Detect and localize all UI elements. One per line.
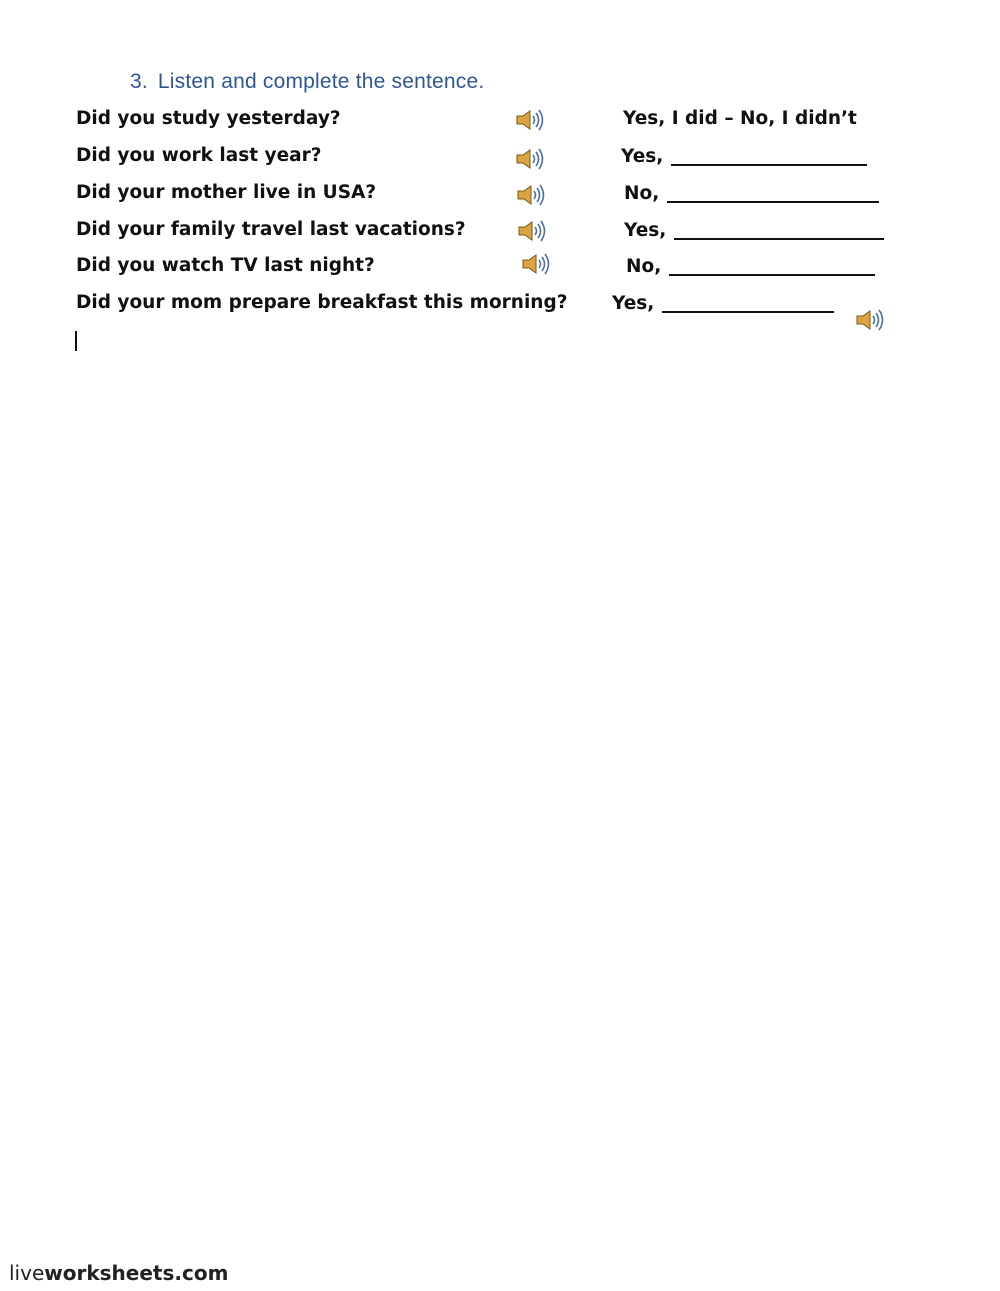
speaker-icon[interactable] (517, 219, 549, 243)
answer-prefix: Yes, (621, 145, 664, 167)
question-1: Did you study yesterday? (76, 108, 341, 129)
answer-prefix: Yes, (624, 219, 667, 241)
speaker-icon[interactable] (516, 183, 548, 207)
answer-blank-2[interactable] (671, 147, 867, 166)
answer-6 (612, 294, 834, 313)
answer-blank-6[interactable] (662, 294, 834, 313)
speaker-icon[interactable] (515, 108, 547, 132)
answer-4 (624, 221, 884, 240)
answer-3 (624, 184, 879, 203)
answer-prefix: No, (626, 255, 662, 277)
exercise-instruction: Listen and complete the sentence. (157, 70, 485, 93)
liveworksheets-logo (9, 1261, 228, 1285)
question-5: Did you watch TV last night? (76, 255, 375, 276)
answer-blank-5[interactable] (669, 257, 875, 276)
answer-2 (621, 147, 867, 166)
answer-prefix: Yes, (612, 292, 655, 314)
question-4: Did your family travel last vacations? (76, 219, 466, 240)
question-3: Did your mother live in USA? (76, 182, 377, 203)
text-cursor (75, 331, 77, 351)
exercise-number: 3. (130, 70, 148, 93)
answer-prefix: Yes, I did – No, I didn’t (623, 108, 857, 129)
answer-5 (626, 257, 875, 276)
logo-bold-text: worksheets.com (44, 1261, 229, 1285)
answer-1 (623, 110, 857, 129)
answer-prefix: No, (624, 182, 660, 204)
speaker-icon[interactable] (855, 308, 887, 332)
answer-blank-4[interactable] (674, 221, 884, 240)
answer-blank-3[interactable] (667, 184, 879, 203)
logo-light-text: live (9, 1261, 45, 1285)
speaker-icon[interactable] (521, 252, 553, 276)
exercise-title (130, 70, 484, 94)
speaker-icon[interactable] (515, 147, 547, 171)
question-6-text: Did your mom prepare breakfast this morning? (76, 292, 568, 313)
question-6 (76, 294, 567, 313)
question-2: Did you work last year? (76, 145, 322, 166)
